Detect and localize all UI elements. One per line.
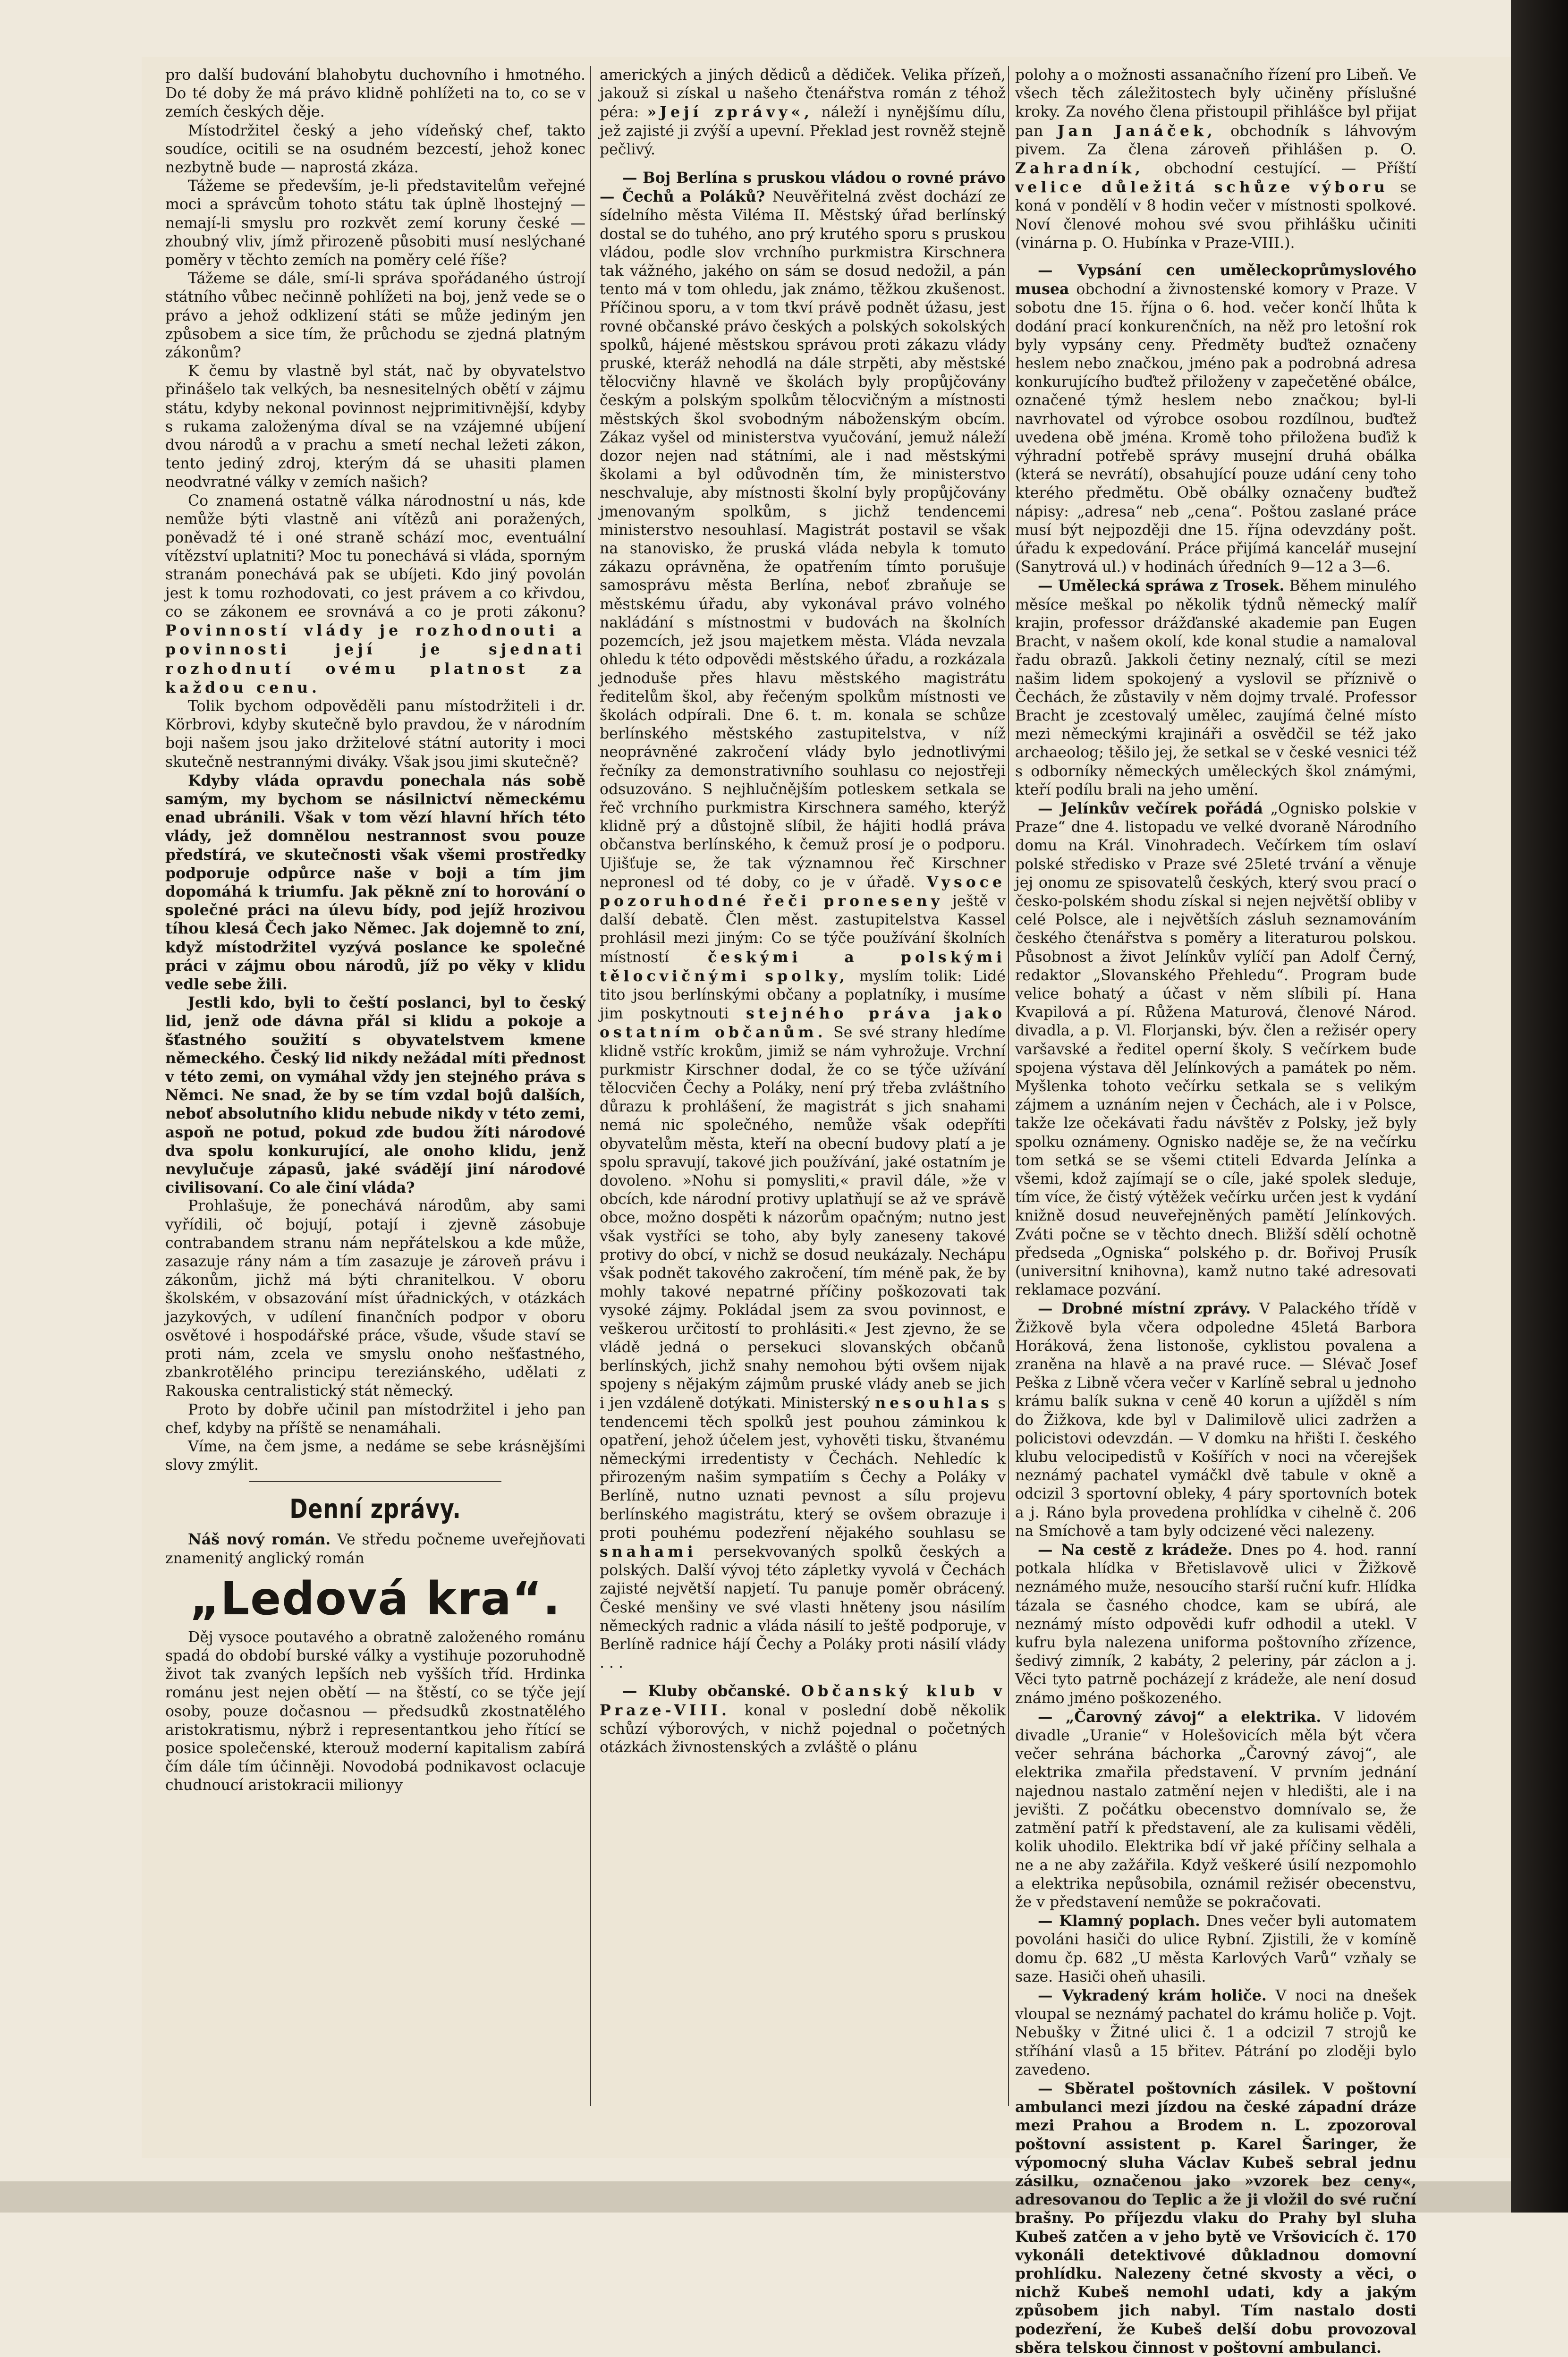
paragraph: Tážeme se především, je-li představitelům veřejné moci a správcům tohoto státu tak úplně lhostejný — nemají-li smyslu pro rozkvět zemí koruny české — zhoubný vliv, jímž přirozeně působiti musí neslýchané poměry v těchto zemích na poměry celé říše? xyxy=(165,178,585,269)
item-heading: — Vykradený krám holiče. xyxy=(1038,1986,1267,2004)
emphasized-text: Jan Janáček, xyxy=(1057,122,1216,140)
emphasized-text: českými a polskými tělocvičnými spolky, xyxy=(600,948,1006,985)
emphasized-text: Povinností vlády je rozhodnouti a povinnosti její je sjednati rozhodnutí ovému platnost za každou cenu. xyxy=(165,622,585,696)
paragraph-text: obchodní a živnostenské komory v Praze. V sobotu dne 15. října o 6. hod. večer končí lhůta k dodání prací konkurenčních, na něž pro letošní rok byly vypsány ceny. Předměty buďtež označeny heslem nebo značkou, jméno pak a podrobná adresa konkurujícího buďtež přiloženy v zapečetěné obálce, označené týmž heslem nebo značkou; byl-li navrhovatel od výrobce osobou rozdílnou, buďtež uvedena obě jména. Kromě toho přiložena buďiž k výhradní potřebě správy musejní druhá obálka (která se nevrátí), obsahující pouze udání ceny toho kterého předmětu. Obě obálky označeny buďtež nápisy: „adresa“ neb „cena“. Poštou zaslané práce musí být nejpozději dne 15. října odevzdány pošt. úřadu k expedování. Práce přijímá kancelář musejní (Sanytrová ul.) v hodinách úředních 9—12 a 3—6. xyxy=(1015,281,1416,576)
column-1 xyxy=(165,66,585,2115)
paragraph xyxy=(1015,577,1416,799)
paragraph-text: Dnes večer byli automatem povoláni hasiči do ulice Rybní. Zjistili, že v komíně domu čp. 682 „U města Karlových Varů“ vzňaly se saze. Hasiči oheň uhasili. xyxy=(1015,1913,1416,1985)
paragraph-text: V lidovém divadle „Uranie“ v Holešovicích měla být včera večer sehrána báchorka „Čarovný závoj“, ale elektrika zmařila představení. V prvním jednání najednou nastalo zatmění nejen v hledišti, ale i na jevišti. Z počátku obecenstvo domnívalo se, že zatmění patří k představení, ale za kulisami věděli, kolik uhodilo. Elektrika bdí vř jaké příčiny selhala a ne a ne aby zažářila. Když veškeré úsilí nezpomohlo a elektrika nepůsobila, oznámil režisér obecenstvu, že v představení nemůže se pokračovati. xyxy=(1015,1708,1416,1911)
paragraph-text: Během minulého měsíce meškal po několik týdnů německý malíř krajin, professor drážďanské akademie pan Eugen Bracht, v našem okolí, kde konal studie a namaloval řadu obrazů. Jakkoli četiny neznalý, cítil se mezi našim lidem spokojený a vyslovil se příznivě o Čechách, že zůstavily v něm dojmy trvalé. Professor Bracht je zcestovalý umělec, zaujímá čelné místo mezi německými krajináři a osvědčil se též jako archaeolog; těšilo jej, že setkal se v české vesnici též s odborníky německých uměleckých škol známými, kteří podílu brali na jeho umění. xyxy=(1015,577,1417,798)
paragraph-text: ještě v další debatě. Člen měst. zastupitelstva Kassel prohlásil mezi jiným: Co se týče používání školních místností xyxy=(600,892,1006,966)
paragraph-text: konal v poslední době několik schůzí výborových, v nichž pojednal o početných otázkách živnostenských a zvláště o plánu xyxy=(600,1702,1006,1756)
item-heading: — „Čarovný závoj“ a elektrika. xyxy=(1038,1708,1322,1726)
item-heading: — Klamný poplach. xyxy=(1038,1912,1200,1930)
paragraph: K čemu by vlastně byl stát, nač by obyvatelstvo přinášelo tak velkých, ba nesnesitelných obětí v zájmu státu, kdyby nekonal povinnost nejprimitivnější, kdyby s rukama založenýma díval se na vzájemné ubíjení dvou národů a v prachu a smetí nechal ležeti zákon, tento jediný zdroj, kterým dá se uhasiti plamen neodvratné války v zemích našich? xyxy=(165,363,585,491)
paragraph: Víme, na čem jsme, a nedáme se sebe krásnějšími slovy zmýlit. xyxy=(165,1438,585,1474)
paragraph-text: V poštovní ambulanci mezi jízdou na české západní dráze mezi Prahou a Brodem n. L. zpozoroval poštovní assistent p. Karel Šaringer, že výpomocný sluha Václav Kubeš sebral jednu zásilku, označenou jako »vzorek bez ceny«, adresovanou do Teplic a že ji vložil do své ruční brašny. Po příjezdu vlaku do Prahy byl sluha Kubeš zatčen a v jeho bytě ve Vršovicích č. 170 vykonáli detektivové důkladnou domovní prohlídku. Nalezeny četné skvosty a věci, o nichž Kubeš nemohl udati, kdy a jakým způsobem jich nabyl. Tím nastalo dosti podezření, že Kubeš delší dobu provozoval sběra telskou činnost v poštovní ambulanci. xyxy=(1015,2079,1416,2357)
paragraph-text: polohy a o možnosti assanačního řízení pro Libeň. Ve všech těch záležitostech byly učiněny příslušné kroky. Za nového člena přistoupil přihlášce byl přijat pan xyxy=(1015,67,1416,140)
paragraph xyxy=(1015,1299,1416,1541)
paragraph xyxy=(1015,2079,1416,2357)
item-heading: Náš nový román. xyxy=(188,1531,331,1549)
paragraph-text: Dnes po 4. hod. ranní potkala hlídka v Břetislavově ulici v Žižkově neznámého muže, nesoucího starší ruční kufr. Hlídka tázala se časného chodce, kam se ubírá, ale neznámý místo odpovědi kufr odhodil a utekl. V kufru byla nalezena uniforma poštovního zřízence, šedivý zimník, 2 kabáty, 2 peleriny, pár záclon a j. Věci tyto patrně pocházejí z krádeže, ale není dosud známo jméno poškozeného. xyxy=(1015,1542,1416,1707)
paragraph: Kdyby vláda opravdu ponechala nás sobě samým, my bychom se násilnictví německému enad ubránili. Však v tom vězí hlavní hřích této vlády, jež domnělou nestrannost svou pouze předstírá, ve skutečnosti však všemi prostředky podporuje odpůrce naše v boji a tím jim dopomáhá k triumfu. Jak pěkně zní to horování o společné práci na úlevu bídy, pod jejíž hrozivou tíhou klesá Čech jako Němec. Jak dojemně to zní, když místodržitel vyzývá poslance ke společné práci v zájmu obou národů, jíž po věky v klidu vedle sebe žili. xyxy=(165,772,585,993)
paragraph-text: „Ognisko polskie v Praze“ dne 4. listopadu ve velké dvoraně Národního domu na Král. Vinohradech. Večírkem tím oslaví polské středisko v Praze své 25leté trvání a věnuje jej onomu ze spisovatelů českých, který svou prací o česko-polském shodu získal si nejen největší obliby v celé Polsce, ale i největších zásluh seznamováním českého čtenářstva s poměry a literaturou polskou. Působnost a život Jelínkův vylíčí pan Adolf Černý, redaktor „Slovanského Přehledu“. Program bude velice bohatý a účast v něm slíbili pí. Hana Kvapilová a pí. Růžena Maturová, členové Národ. divadla, a p. Vl. Florjanski, býv. člen a režisér opery varšavské a ředitel operní školy. S večírkem bude spojena výstava děl Jelínkových a památek po něm. Myšlenka tohoto večírku setkala se s velikým zájmem a uznáním nejen v Čechách, ale i v Polsce, takže lze očekávati řadu návštěv z Polsky, jež byly spolku oznámeny. Ognisko naděje se, že na večírku tom setká se se všemi ctiteli Edvarda Jelínka a všemi, kdož zajímají se o cíle, jaké spolek sleduje, tím více, že čistý výtěžek večírku určen jest k vydání knižně dosud neuveřejněných pamětí Jelínkových. Zváti počne se v těchto dnech. Bližší sdělí ochotně předseda „Ogniska“ polského p. dr. Bořivoj Prusík (universitní knihovna), kamž nutno také adresovati reklamace pozvání. xyxy=(1015,800,1417,1299)
section-divider xyxy=(249,1481,501,1482)
paragraph xyxy=(600,169,1006,1672)
emphasized-text: Zahradník, xyxy=(1015,160,1144,178)
paragraph xyxy=(165,492,585,697)
scan-dark-edge xyxy=(1511,0,1568,2213)
item-heading: — Boj Berlína s pruskou vládou o rovné právo — Čechů a Poláků? xyxy=(600,169,1006,206)
column-rule-1 xyxy=(590,66,591,2106)
paragraph-text: persekvovaných spolků českých a polských. Další vývoj této zápletky vyvolá v Čechách zajisté největší napjetí. Tu panuje poměr obrácený. České menšiny ve své vlasti hněteny jsou násilím německých radnic a vláda násilí to ještě podporuje, v Berlíně radnice hájí Čechy a Poláky proti násilí vlády . . . xyxy=(600,1543,1006,1672)
paragraph-text: Neuvěřitelná zvěst dochází ze sídelního města Viléma II. Městský úřad berlínský dostal se do tuhého, ano prý krutého sporu s pruskou vládou, podle slov vrchního purkmistra Kirschnera tak vážného, jakého on sám se dosud nedožil, a pán tento má v tom ohledu, jak známo, těžkou zkušenost. Příčinou sporu, a v tom tkví právě podnět úžasu, jest rovné občanské právo českých a polských sokolských spolků, hájené městskou správou proti zákazu vlády pruské, kteráž nehodlá na dále strpěti, aby městské tělocvičny hlavně ve školách byly propůjčovány českým a polským spolkům tělocvičným a místnosti městských škol svobodným náboženským obcím. Zákaz vyšel od ministerstva vyučování, jemuž náleží dozor nejen nad státními, ale i nad městskými školami a byl odůvodněn tím, že ministerstvo neschvaluje, aby místnosti školní byly propůjčovány jmenovaným spolkům, s jichž tendencemi ministerstvo nesouhlasí. Magistrát postavil se však na stanovisko, že pruská vláda nebyla k tomuto zákazu oprávněna, že opatřením tímto porušuje samosprávu města Berlína, neboť zbraňuje se městskému úřadu, aby vykonával právo volného nakládání s místnostmi v budovách na školních pozemcích, jež jsou majetkem města. Vláda nevzala ohledu k této odpovědi městského úřadu, a rozkázala jednoduše přes hlavu městského magistrátu ředitelům škol, aby řečeným spolkům místnosti ve školách odpírali. Dne 6. t. m. konala se schůze berlínského městského zastupitelstva, v níž neoprávněné zakročení vlády bylo jednotlivými řečníky za demonstrativního souhlasu co nejostřeji odsuzováno. S nejhlučnějším potleskem setkala se řeč vrchního purkmistra Kirschnera samého, kterýž klidně prý a důstojně slíbil, že hájiti hodlá práva občanstva berlínského, k čemuž prosí je o podporu. Ujišťuje se, že tak významnou řeč Kirschner nepronesl od té doby, co je v úřadě. xyxy=(600,188,1006,891)
paragraph: Tolik bychom odpověděli panu místodržiteli i dr. Körbrovi, kdyby skutečně bylo pravdou, že v národním boji našem jsou jako držitelové státní autority i moci skutečně nestrannými diváky. Však jsou jimi skutečně? xyxy=(165,697,585,771)
emphasized-text: nesouhlas xyxy=(875,1394,993,1412)
paragraph xyxy=(165,1530,585,1568)
paragraph-text: Se své strany hledíme klidně vstříc krokům, jimiž se nám vyhrožuje. Vrchní purkmistr Kirschner dodal, že co se týče užívání tělocvičen Čechy a Poláky, není prý třeba zvláštního důrazu k prohlášení, že magistrát s jich snahami nemá nic společného, nemůže však odepříti obyvatelům města, kteří na obecní budovy platí a je spolu spravují, takové jich používání, jaké ostatním je dovoleno. »Nohu si pomysliti,« pravil dále, »že v obcích, kde národní protivy uplatňují se až ve správě obce, možno dospěti k názorům opačným; nutno jest však vystříci se toho, aby byly zaneseny takové protivy do obcí, v nichž se dosud neukázaly. Nechápu však podnět takového zakročení, tím méně pak, že by mohly takové nepatrné příčiny poškozovati tak vysoké zájmy. Pokládal jsem za svou povinnost, e veškerou určitostí to prohlásiti.« Jest zjevno, že se vládě jedná o persekuci slovanských občanů berlínských, jichž snahy nemohou býti ovšem nijak spojeny s nějakým zájmům pruské vlády aneb se jich i jen vzdáleně dotýkati. Ministerský xyxy=(600,1024,1006,1412)
paragraph xyxy=(1015,799,1416,1299)
paragraph-text: se koná v pondělí v 8 hodin večer v místnosti spolkové. Noví členové mohou své svou přihlášku učiniti (vinárna p. O. Hubínka v Praze-VIII.). xyxy=(1015,179,1417,252)
column-rule-2 xyxy=(1008,66,1009,2106)
item-heading: — Kluby občanské. xyxy=(622,1682,791,1700)
item-heading: — Drobné místní zprávy. xyxy=(1038,1300,1251,1318)
paragraph xyxy=(1015,261,1416,577)
paragraph-text: V Palackého třídě v Žižkově byla včera odpoledne 45letá Barbora Horáková, žena listonoše, cyklistou povalena a zraněna na hlavě a na pravé ruce. — Slévač Josef Peška z Libně včera večer v Karlíně sebral u jednoho krámu balík sukna v ceně 40 korun a ujížděl s ním do Žižkova, kde byl v Dalimilově ulici zadržen a policistovi odevzdán. — V domku na hřišti I. českého klubu velocipedistů v Košířích v noci na včerejšek neznámý pachatel vymáčkl dvě tabule v okně a odcizil 3 sportovní obleky, 4 páry sportovních botek a j. Ráno byla provedena prohlídka v cihelně č. 206 na Smíchově a tam byly odcizené věci nalezeny. xyxy=(1015,1300,1417,1540)
paragraph xyxy=(1015,1708,1416,1912)
paragraph-text: Co znamená ostatně válka národnostní u nás, kde nemůže býti vlastně ani vítězů ani poražených, poněvadž té i oné straně schází moc, eventuální vítězství uplatniti? Moc tu ponechává si vláda, sporným stranám ponechává pak se ubíjeti. Kdo jiný povolán jest k tomu rozhodovati, co jest právem a co křivdou, co se zákonem ee srovnává a co je proti zákonu? xyxy=(165,492,585,620)
item-heading: — Vypsání cen uměleckoprůmyslového musea xyxy=(1015,262,1416,298)
novel-title: „Ledová kra“. xyxy=(189,1572,561,1625)
paragraph: Tážeme se dále, smí-li správa spořádaného ústrojí státního vůbec nečinně pohlížeti na boj, jenž vede se o právo a jehož odklizení státi se může jediným jen způsobem a sice tím, že průchodu se zjedná platným zákonům? xyxy=(165,270,585,362)
paragraph xyxy=(1015,1912,1416,1986)
column-3 xyxy=(1015,66,1417,2357)
paragraph: Prohlašuje, že ponechává národům, aby sami vyřídili, oč bojují, potají i zjevně zásobuje contrabandem stranu nám nepřátelskou a kde může, zasazuje rány nám a tím zasazuje je zároveň právu i zákonům, jichž má býti chranitelkou. V oboru školském, v obsazování míst úřadnických, v otázkách jazykových, v udílení finančních podpor v oboru osvětové i hospodářské práce, všude, všude staví se proti nám, zcela ve smyslu onoho nešťastného, zbankrotělého principu tereziánského, udělati z Rakouska centralistický stát německý. xyxy=(165,1197,585,1400)
paragraph: Proto by dobře učinil pan místodržitel i jeho pan chef, kdyby na příště se nenamáhali. xyxy=(165,1401,585,1437)
emphasized-text: velice důležitá schůze výboru xyxy=(1015,178,1389,196)
paragraph-text: obchodní cestující. — Příští xyxy=(1164,160,1417,178)
paragraph-text: amerických a jiných dědiců a dědiček. Velika přízeň, jakouž si získal u našeho čtenářstva román z téhož péra: xyxy=(600,67,1006,121)
item-heading: — Sběratel poštovních zásilek. xyxy=(1038,2079,1311,2097)
paragraph xyxy=(600,66,1006,159)
paragraph: Jestli kdo, byli to čeští poslanci, byl to český lid, jenž ode dávna přál si klidu a pokoje a šťastného soužití s obyvatelstvem kmene německého. Český lid nikdy nežádal míti přednost v této zemi, on vymáhal vždy jen stejného práva s Němci. Ne snad, že by se tím vzdal bojů dalších, neboť absolutního klidu nebude nikdy v této zemi, aspoň ne potud, pokud zde budou žíti národové dva spolu konkurující, ale onoho klidu, jenž nevylučuje zápasů, jaké svádějí jiní národové civilisovaní. Co ale činí vláda? xyxy=(165,994,585,1197)
paragraph-text: V noci na dnešek vloupal se neznámý pachatel do krámu holiče p. Vojt. Nebušky v Žitné ulici č. 1 a odcizil 7 strojů ke stříhání vlasů a 15 břitev. Pátrání po zloději bylo zavedeno. xyxy=(1015,1987,1417,2078)
column-2 xyxy=(600,66,1006,2115)
emphasized-text: Vysoce pozoruhodné řeči proneseny xyxy=(600,873,1006,910)
emphasized-text: »Její zprávy«, xyxy=(647,103,814,121)
paragraph xyxy=(600,1682,1006,1757)
paragraph-text: náleží i nynějšímu dílu, jež zajisté ji zvýší a upevní. Překlad jest rovněž stejně pečlivý. xyxy=(600,104,1006,158)
paragraph-text: obchodník s láhvovým pivem. Za člena zároveň přihlášen p. O. xyxy=(1015,122,1416,158)
paragraph: pro další budování blahobytu duchovního i hmotného. Do té doby že má právo klidně pohlížeti na to, co se v zemích českých děje. xyxy=(165,67,585,121)
item-heading: — Umělecká spráwa z Trosek. xyxy=(1038,577,1285,595)
emphasized-text: stejného práva jako ostatním občanům. xyxy=(600,1005,1006,1042)
paragraph: Děj vysoce poutavého a obratně založeného románu spadá do období burské války a vystihuje pozoruhodně život tak zvaných lepších neb vyšších tříd. Hrdinka románu jest nejen obětí — na štěstí, co se týče její osoby, pouze dočasnou — předsudků zkostnatělého aristokratismu, nýbrž i representantkou jeho řítící se posice společenské, kterouž moderní kapitalism zabírá čím dále tím účinněji. Novodobá podnikavost oclacuje chudnoucí aristokracii milionyy xyxy=(165,1628,585,1794)
paragraph-text: Ve středu počneme uveřejňovati znamenitý anglický román xyxy=(165,1531,585,1567)
paragraph xyxy=(1015,1541,1416,1708)
paragraph: Místodržitel český a jeho vídeňský chef, takto soudíce, ocitili se na osudném bezcestí, jehož konec nezbytně bude — naprostá zkáza. xyxy=(165,122,585,177)
paragraph-text: myslím tolik: Lidé tito jsou berlínskými občany a poplatníky, i musíme jim poskytnouti xyxy=(600,967,1006,1023)
section-title: Denní zprávy. xyxy=(289,1494,461,1525)
item-heading: — Na cestě z krádeže. xyxy=(1038,1541,1233,1559)
paragraph xyxy=(1015,1986,1416,2079)
item-heading: — Jelínkův večírek pořádá xyxy=(1038,799,1263,817)
paragraph-text: s tendencemi těch spolků jest pouhou záminkou k opatření, jehož účelem jest, vyhověti tisku, štvanému německými irredentisty v Čechách. Nehledíc k přirozeným našim sympatiím s Čechy a Poláky v Berlíně, nutno uznati pevnost a sílu projevu berlínského magistrátu, který se ovšem obrazuje i proti pouhému podezření nějakého souhlasu se xyxy=(600,1395,1006,1542)
paragraph xyxy=(1015,66,1416,253)
emphasized-text: Občanský klub v Praze-VIII. xyxy=(600,1682,1006,1719)
emphasized-text: snahami xyxy=(600,1543,697,1561)
